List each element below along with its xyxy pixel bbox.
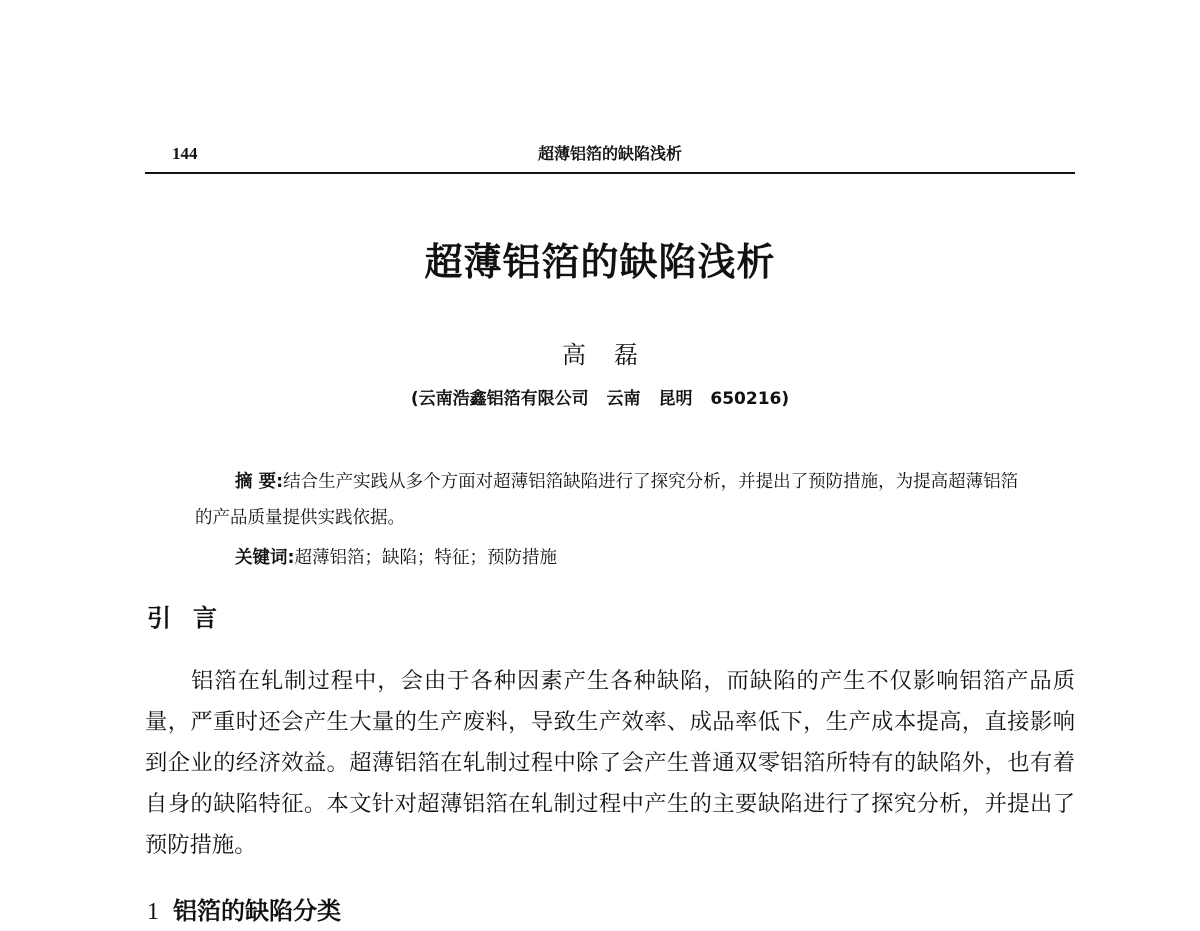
author-name: 高磊 [562,341,666,369]
section-1-number: 1 [147,899,159,925]
running-header [145,143,1075,173]
intro-paragraph: 铝箔在轧制过程中，会由于各种因素产生各种缺陷，而缺陷的产生不仅影响铝箔产品质量，严重时还会产生大量的生产废料，导致生产效率、成品率低下，生产成本提高，直接影响到企业的经济效益。超薄铝箔在轧制过程中除了会产生普通双零铝箔所特有的缺陷外，也有着自身的缺陷特征。本文针对超薄铝箔在轧制过程中产生的主要缺陷进行了探究分析，并提出了预防措施。 [145,668,1075,858]
page-number: 144 [172,144,198,163]
abstract-text: 结合生产实践从多个方面对超薄铝箔缺陷进行了探究分析，并提出了预防措施，为提高超薄铝箔的产品质量提供实践依据。 [195,472,1019,528]
keywords-text: 超薄铝箔；缺陷；特征；预防措施 [294,548,557,568]
section-1-heading [147,894,341,929]
abstract-label: 摘 要: [235,472,284,492]
keywords [235,540,1035,576]
header-rule [145,172,1075,174]
keywords-label: 关键词: [235,548,295,568]
intro-heading: 引言 [147,604,239,632]
author-affiliation: (云南浩鑫铝箔有限公司 云南 昆明 650216) [410,389,790,409]
running-title: 超薄铝箔的缺陷浅析 [537,144,682,163]
article-title: 超薄铝箔的缺陷浅析 [424,239,776,284]
abstract [195,464,1025,536]
section-1-title: 铝箔的缺陷分类 [173,897,341,925]
